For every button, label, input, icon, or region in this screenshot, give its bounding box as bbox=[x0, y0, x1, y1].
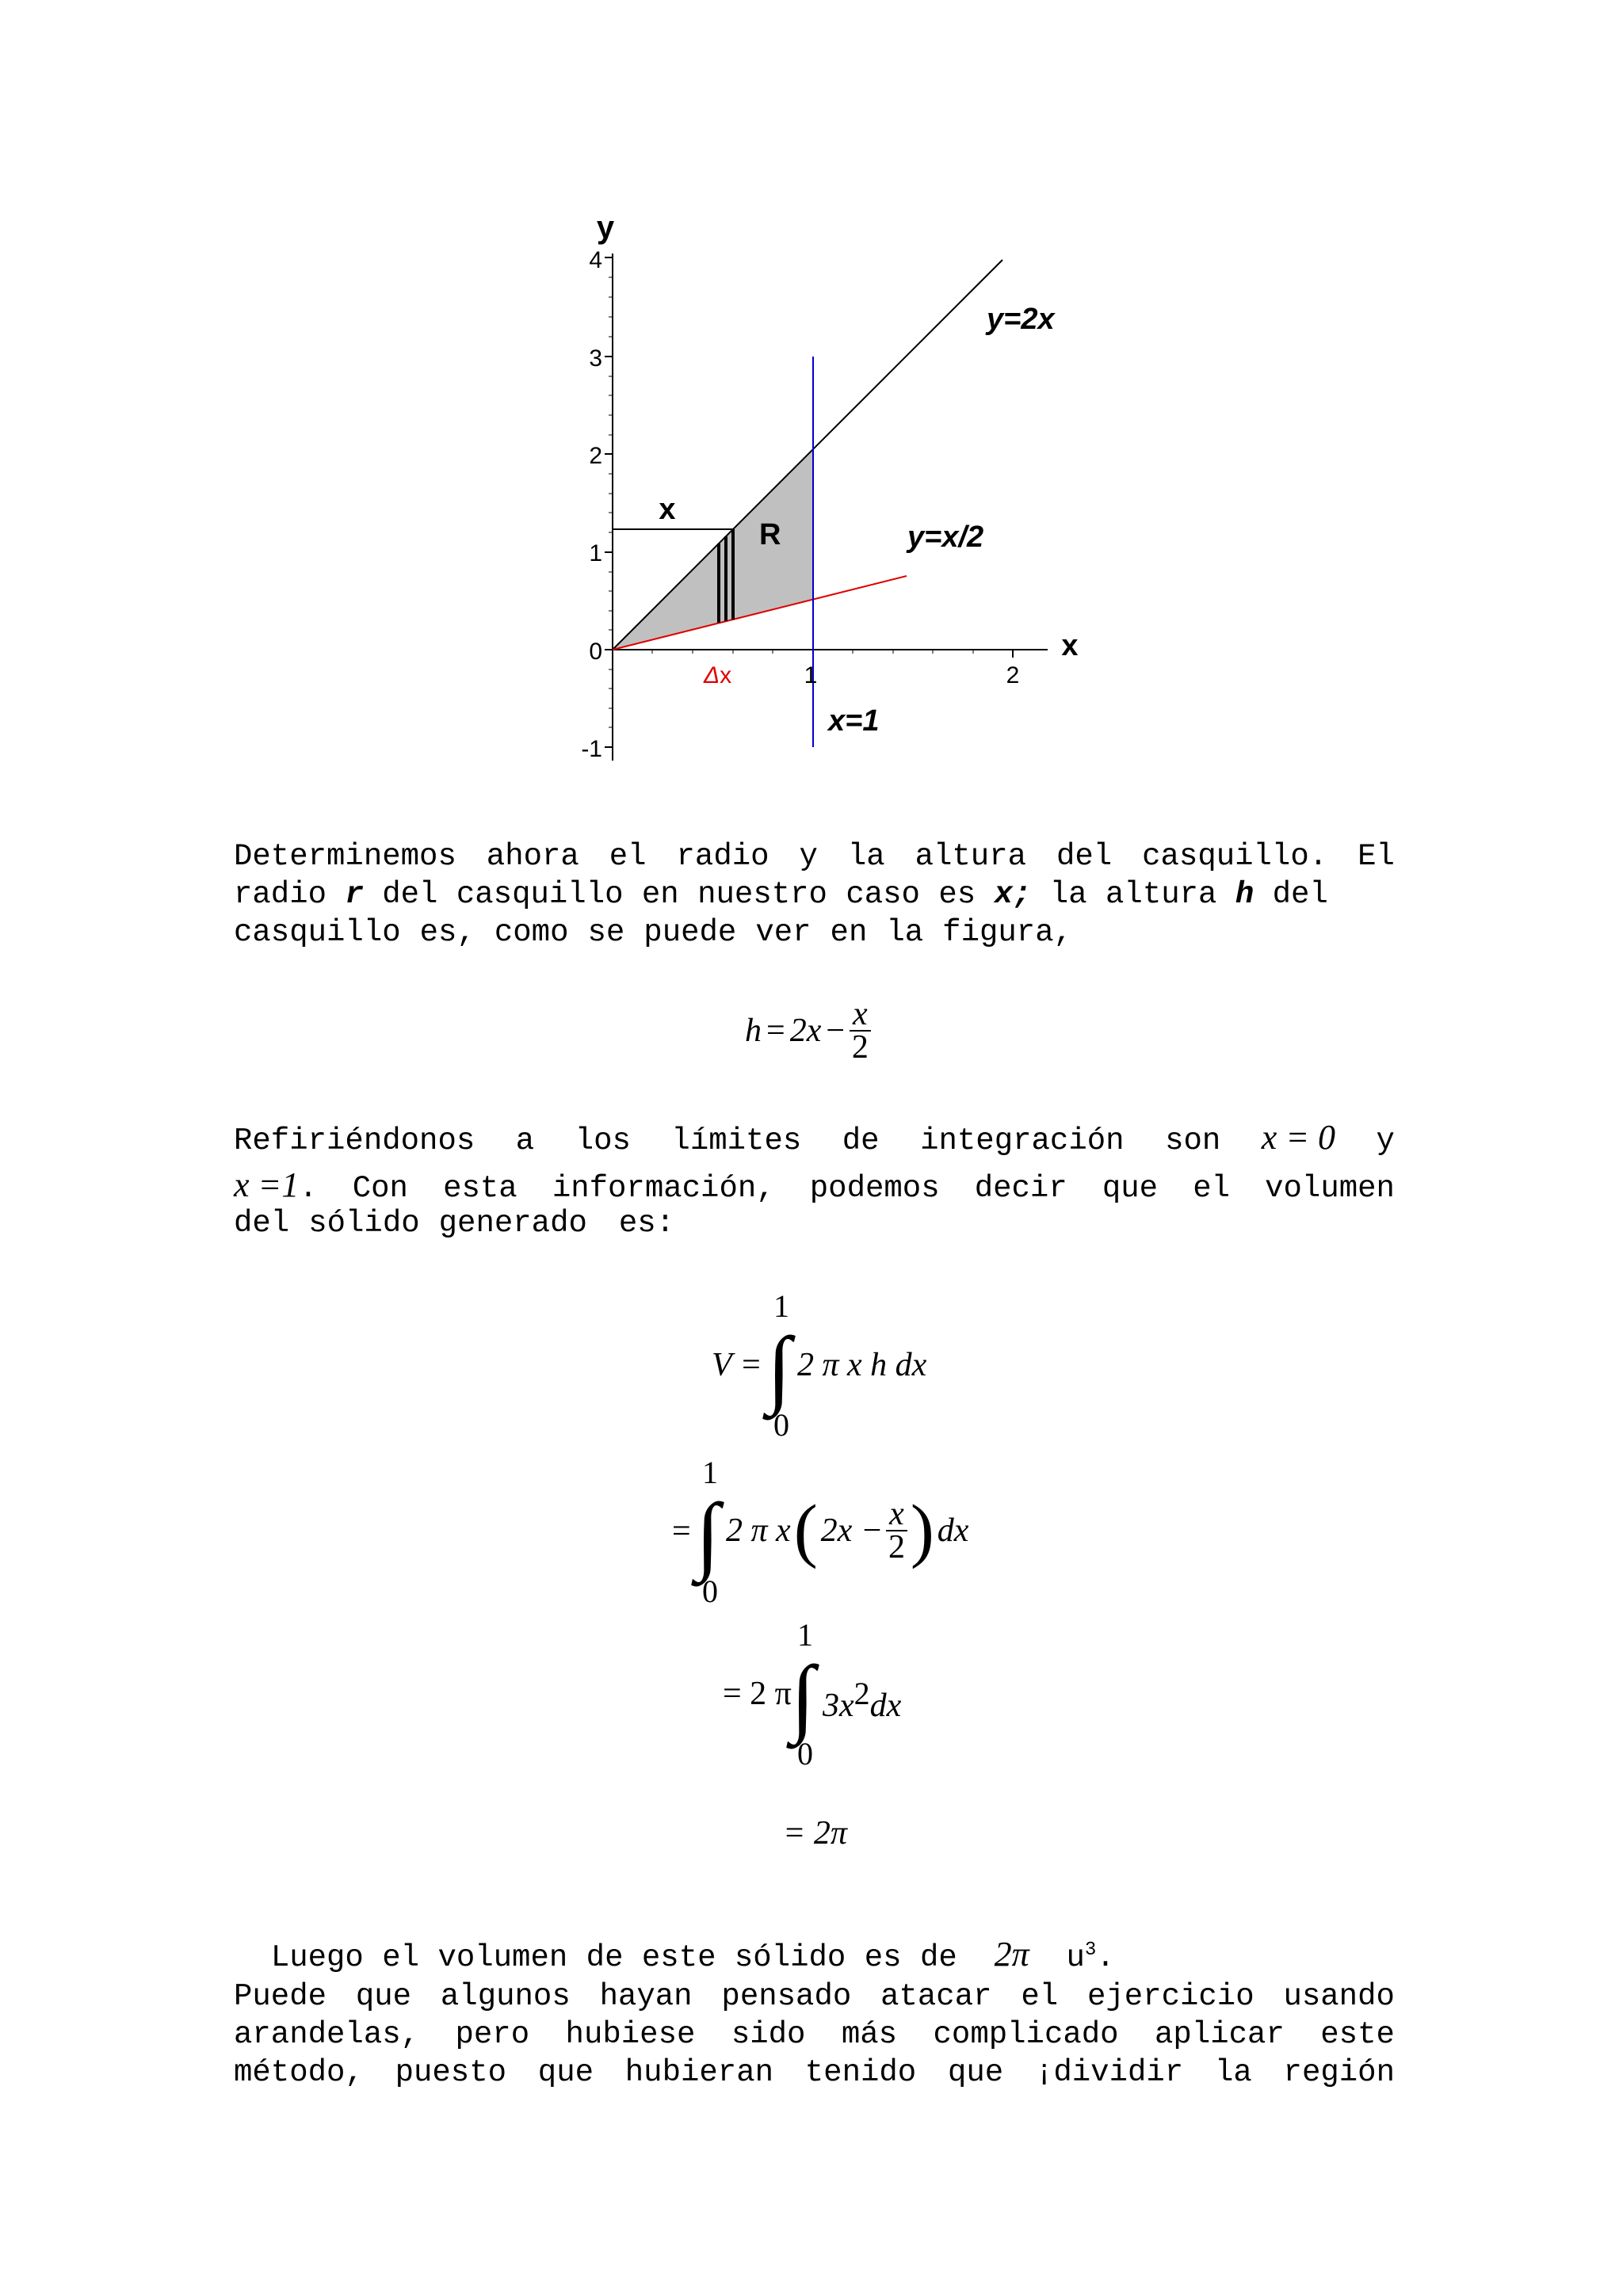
integral-volume-expanded: = 1 ∫ 0 2 π x ( 2x − $\frac{x}{2}$ ) dx bbox=[672, 1455, 969, 1609]
integral-result: = 2π bbox=[783, 1815, 847, 1852]
y-tick-label: -1 bbox=[581, 736, 602, 762]
equation-height: h = 2x − $\frac{x}{2}$ bbox=[745, 998, 871, 1063]
label-radius-x: x bbox=[659, 493, 676, 526]
x-ticks bbox=[813, 650, 1013, 658]
y-tick-label: 1 bbox=[589, 540, 602, 566]
y-tick-label: 3 bbox=[589, 345, 602, 372]
integral-volume-simplified: = 2 π 1 ∫ 0 $3x^2dx$ bbox=[723, 1617, 902, 1772]
y-axis-label: y bbox=[596, 210, 615, 245]
x-axis-label: x bbox=[1061, 629, 1079, 662]
label-y-x-half: y=x/2 bbox=[907, 521, 984, 554]
paragraph-washers-note: Puede que algunos hayan pensado atacar el ejercicio usando arandelas, pero hubiese sido más complicado aplicar este método, puesto que hubieran tenido que ¡dividir la región bbox=[234, 1979, 1395, 2090]
paragraph-volume-result: Luego el volumen de este sólido es de 2π $u^3$. bbox=[270, 1935, 1115, 1975]
paragraph-shell-radius-height: Determinemos ahora el radio y la altura del casquillo. El radio r del casquillo en nuestro caso es x; la altura h del casquillo es, como se puede ver en la figura, bbox=[234, 839, 1395, 950]
x-tick-label: 1 bbox=[804, 662, 818, 688]
y-tick-label: 4 bbox=[589, 247, 602, 273]
y-ticks bbox=[605, 257, 613, 747]
y-tick-label: 0 bbox=[589, 639, 602, 665]
integral-volume: V = 1 ∫ 0 2 π x h dx bbox=[712, 1288, 927, 1443]
label-x-1: x=1 bbox=[828, 704, 880, 738]
x-tick-label: 2 bbox=[1006, 662, 1020, 688]
label-delta-x: Δx bbox=[704, 662, 732, 688]
label-y-2x: y=2x bbox=[987, 303, 1055, 336]
y-tick-label: 2 bbox=[589, 443, 602, 469]
label-region-r: R bbox=[759, 518, 781, 551]
paragraph-integration-limits: Refiriéndonos a los límites de integración son x = 0 y x =1. Con esta información, podemos decir que el volumen del sólido generado es: bbox=[234, 1118, 1395, 1241]
figure-graph bbox=[547, 202, 1117, 776]
